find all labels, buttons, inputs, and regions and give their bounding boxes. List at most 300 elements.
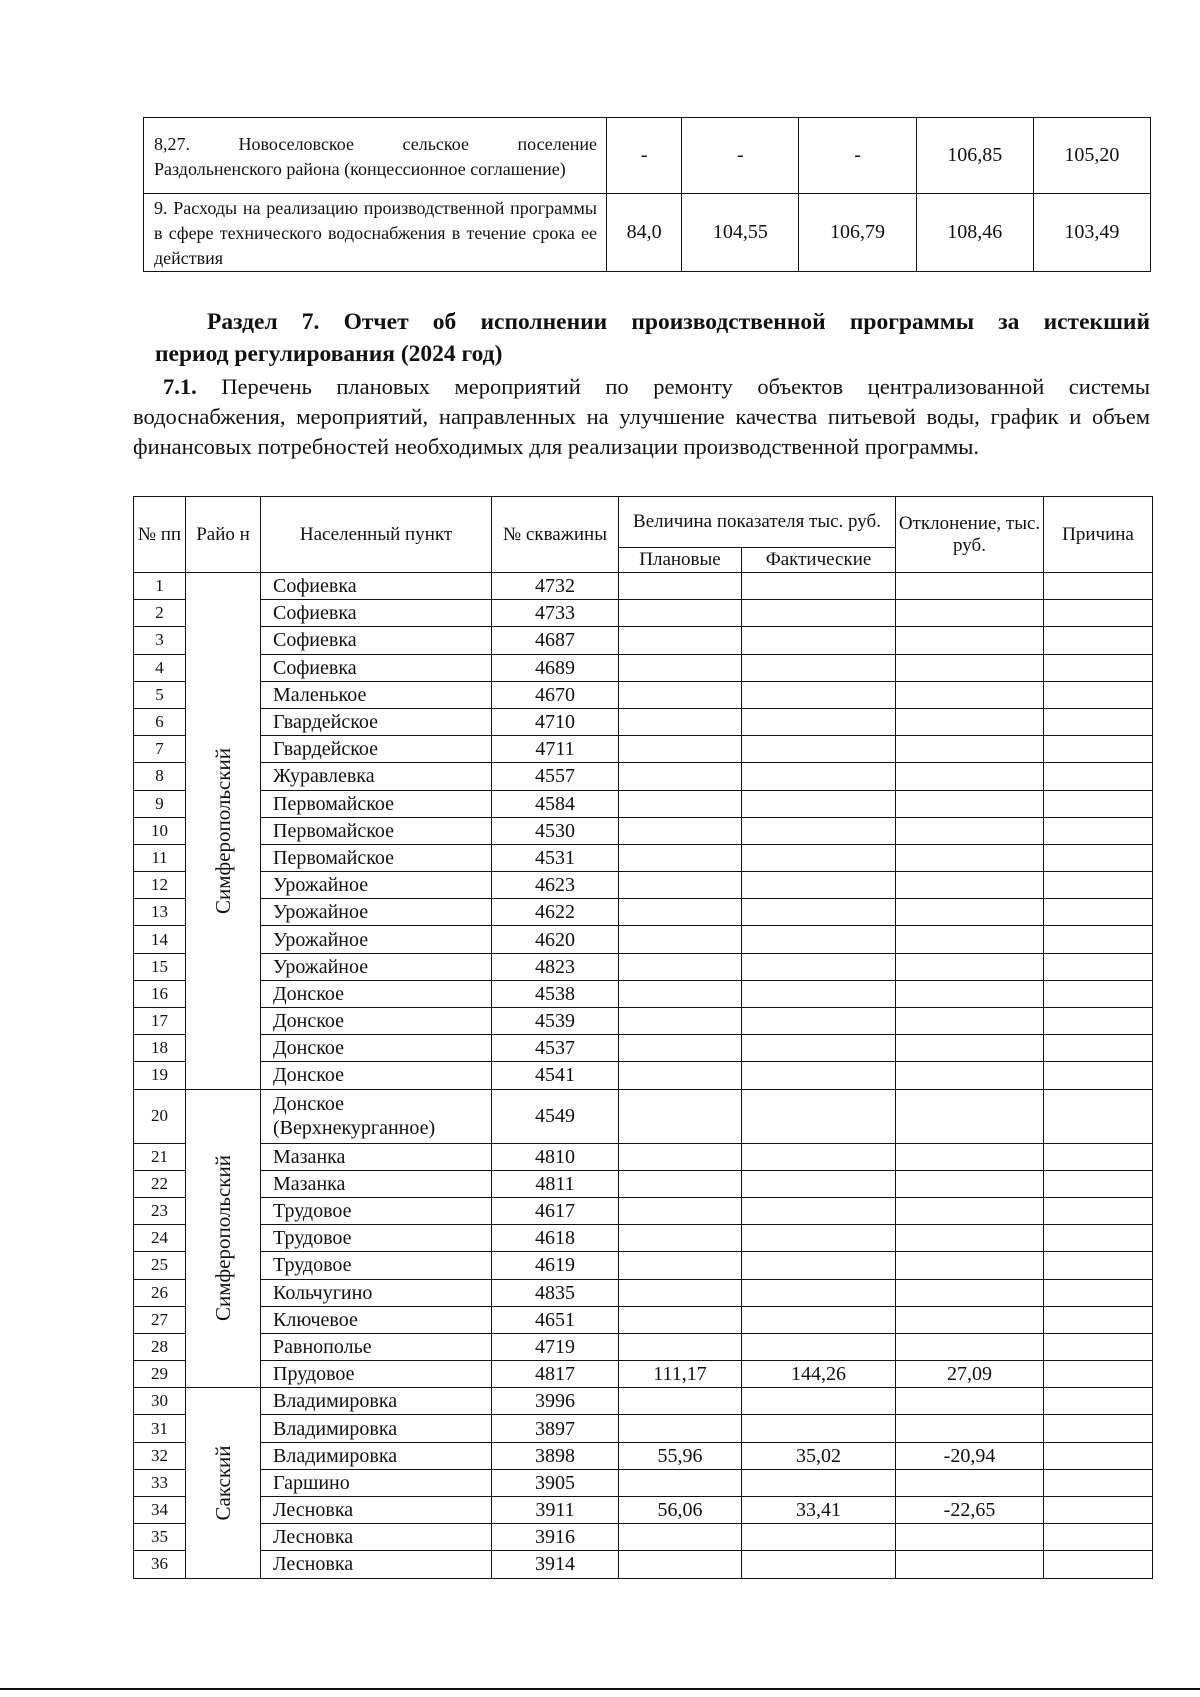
reason-cell (1044, 1524, 1153, 1551)
reason-cell (1044, 1306, 1153, 1333)
deviation-cell (896, 872, 1044, 899)
reason-cell (1044, 817, 1153, 844)
deviation-cell (896, 681, 1044, 708)
deviation-cell (896, 1008, 1044, 1035)
settlement-cell: Трудовое (261, 1225, 492, 1252)
planned-cell (619, 872, 742, 899)
deviation-cell (896, 708, 1044, 735)
row-number: 28 (134, 1333, 186, 1360)
settlement-cell: Владимировка (261, 1415, 492, 1442)
row-number: 8 (134, 763, 186, 790)
row-number: 17 (134, 1008, 186, 1035)
actual-cell (742, 573, 896, 600)
settlement-cell: Прудовое (261, 1361, 492, 1388)
well-number-cell: 4710 (492, 708, 619, 735)
row-number: 35 (134, 1524, 186, 1551)
planned-cell (619, 1225, 742, 1252)
deviation-cell (896, 654, 1044, 681)
settlement-cell: Гвардейское (261, 708, 492, 735)
table-row (134, 600, 1153, 627)
actual-cell (742, 681, 896, 708)
well-number-cell: 4835 (492, 1279, 619, 1306)
row-number: 11 (134, 844, 186, 871)
table-row (134, 953, 1153, 980)
well-number-cell: 4530 (492, 817, 619, 844)
well-number-cell: 3916 (492, 1524, 619, 1551)
deviation-cell (896, 817, 1044, 844)
deviation-cell (896, 790, 1044, 817)
intro-text: Перечень плановых мероприятий по ремонту объектов централизованной системы водоснабжения, мероприятий, направленных на улучшение качества питьевой воды, график и объем финансовых потребностей необходимых для реализации производственной программы. (133, 374, 1150, 459)
actual-cell (742, 654, 896, 681)
well-number-cell: 4651 (492, 1306, 619, 1333)
deviation-cell: -20,94 (896, 1442, 1044, 1469)
row-number: 36 (134, 1551, 186, 1578)
reason-cell (1044, 1442, 1153, 1469)
well-number-cell: 4619 (492, 1252, 619, 1279)
planned-cell (619, 627, 742, 654)
table-row (134, 708, 1153, 735)
deviation-cell (896, 899, 1044, 926)
reason-cell (1044, 736, 1153, 763)
well-number-cell: 4689 (492, 654, 619, 681)
reason-cell (1044, 1497, 1153, 1524)
settlement-cell: Первомайское (261, 844, 492, 871)
actual-cell (742, 1035, 896, 1062)
settlement-cell: Урожайное (261, 899, 492, 926)
planned-cell (619, 1089, 742, 1143)
row-number: 31 (134, 1415, 186, 1442)
actual-cell (742, 817, 896, 844)
actual-cell (742, 1225, 896, 1252)
reason-cell (1044, 1361, 1153, 1388)
row-number: 1 (134, 573, 186, 600)
settlement-cell: Ключевое (261, 1306, 492, 1333)
planned-cell (619, 1170, 742, 1197)
header-value-group: Величина показателя тыс. руб. (619, 497, 896, 548)
planned-cell: 55,96 (619, 1442, 742, 1469)
planned-cell (619, 763, 742, 790)
summary-cell-v1: - (607, 118, 682, 194)
actual-cell (742, 1415, 896, 1442)
district-cell (186, 573, 261, 1090)
well-number-cell: 3996 (492, 1388, 619, 1415)
actual-cell (742, 1252, 896, 1279)
well-number-cell: 4620 (492, 926, 619, 953)
actual-cell (742, 1388, 896, 1415)
header-settlement: Населенный пункт (261, 497, 492, 573)
planned-cell (619, 899, 742, 926)
reason-cell (1044, 654, 1153, 681)
deviation-cell (896, 1388, 1044, 1415)
table-row (134, 1008, 1153, 1035)
table-row (134, 926, 1153, 953)
planned-cell (619, 790, 742, 817)
table-row (134, 899, 1153, 926)
reason-cell (1044, 1062, 1153, 1089)
row-number: 33 (134, 1469, 186, 1496)
actual-cell (742, 708, 896, 735)
settlement-cell: Равнополье (261, 1333, 492, 1360)
well-number-cell: 4810 (492, 1143, 619, 1170)
planned-cell (619, 1062, 742, 1089)
well-number-cell: 4537 (492, 1035, 619, 1062)
deviation-cell (896, 953, 1044, 980)
settlement-cell: Урожайное (261, 872, 492, 899)
settlement-cell: Донское (261, 1008, 492, 1035)
deviation-cell: 27,09 (896, 1361, 1044, 1388)
settlement-cell: Софиевка (261, 573, 492, 600)
actual-cell (742, 980, 896, 1007)
actual-cell (742, 1062, 896, 1089)
actual-cell (742, 899, 896, 926)
reason-cell (1044, 681, 1153, 708)
reason-cell (1044, 1252, 1153, 1279)
table-row (134, 872, 1153, 899)
planned-cell (619, 1279, 742, 1306)
row-number: 9 (134, 790, 186, 817)
summary-cell-v2: - (682, 118, 799, 194)
table-row (134, 627, 1153, 654)
settlement-cell: Урожайное (261, 953, 492, 980)
well-number-cell: 4817 (492, 1361, 619, 1388)
settlement-cell: Маленькое (261, 681, 492, 708)
planned-cell (619, 817, 742, 844)
row-number: 10 (134, 817, 186, 844)
settlement-cell: Софиевка (261, 600, 492, 627)
header-deviation: Отклонение, тыс. руб. (896, 497, 1044, 573)
header-planned: Плановые (619, 548, 742, 573)
reason-cell (1044, 1388, 1153, 1415)
well-number-cell: 3898 (492, 1442, 619, 1469)
reason-cell (1044, 708, 1153, 735)
deviation-cell (896, 1170, 1044, 1197)
table-row (134, 1279, 1153, 1306)
planned-cell (619, 1197, 742, 1224)
actual-cell (742, 1197, 896, 1224)
table-row (134, 1524, 1153, 1551)
settlement-cell: Донское (Верхнекурганное) (261, 1089, 492, 1143)
row-number: 30 (134, 1388, 186, 1415)
section-title-line1: Раздел 7. Отчет об исполнении производственной программы за истекший (207, 309, 1150, 335)
table-row (134, 681, 1153, 708)
planned-cell (619, 1388, 742, 1415)
settlement-cell: Лесновка (261, 1497, 492, 1524)
reason-cell (1044, 1035, 1153, 1062)
settlement-cell: Донское (261, 980, 492, 1007)
row-number: 5 (134, 681, 186, 708)
well-number-cell: 4670 (492, 681, 619, 708)
deviation-cell (896, 1252, 1044, 1279)
reason-cell (1044, 844, 1153, 871)
table-row (134, 736, 1153, 763)
table-row (134, 1170, 1153, 1197)
row-number: 7 (134, 736, 186, 763)
intro-paragraph (133, 372, 1150, 462)
planned-cell (619, 1252, 742, 1279)
deviation-cell (896, 980, 1044, 1007)
row-number: 24 (134, 1225, 186, 1252)
well-number-cell: 4811 (492, 1170, 619, 1197)
actual-cell (742, 1170, 896, 1197)
table-row (134, 763, 1153, 790)
well-number-cell: 4538 (492, 980, 619, 1007)
actual-cell: 33,41 (742, 1497, 896, 1524)
actual-cell: 35,02 (742, 1442, 896, 1469)
table-row (134, 654, 1153, 681)
reason-cell (1044, 1089, 1153, 1143)
header-reason: Причина (1044, 497, 1153, 573)
deviation-cell (896, 1225, 1044, 1252)
deviation-cell (896, 1415, 1044, 1442)
deviation-cell (896, 1306, 1044, 1333)
reason-cell (1044, 1143, 1153, 1170)
planned-cell (619, 681, 742, 708)
planned-cell (619, 980, 742, 1007)
deviation-cell (896, 926, 1044, 953)
table-row (134, 1035, 1153, 1062)
planned-cell (619, 844, 742, 871)
well-number-cell: 4623 (492, 872, 619, 899)
settlement-cell: Трудовое (261, 1197, 492, 1224)
actual-cell (742, 1469, 896, 1496)
table-row (134, 1333, 1153, 1360)
well-number-cell: 4687 (492, 627, 619, 654)
row-number: 12 (134, 872, 186, 899)
reason-cell (1044, 926, 1153, 953)
actual-cell (742, 926, 896, 953)
planned-cell (619, 654, 742, 681)
actual-cell: 144,26 (742, 1361, 896, 1388)
planned-cell (619, 708, 742, 735)
actual-cell (742, 1333, 896, 1360)
header-district: Райо н (186, 497, 261, 573)
row-number: 19 (134, 1062, 186, 1089)
reason-cell (1044, 763, 1153, 790)
settlement-cell: Донское (261, 1035, 492, 1062)
header-actual: Фактические (742, 548, 896, 573)
actual-cell (742, 953, 896, 980)
table-row (134, 1551, 1153, 1578)
deviation-cell (896, 627, 1044, 654)
section-title (155, 306, 1150, 370)
reason-cell (1044, 1279, 1153, 1306)
well-number-cell: 3905 (492, 1469, 619, 1496)
summary-cell-v5: 103,49 (1033, 194, 1150, 272)
settlement-cell: Лесновка (261, 1551, 492, 1578)
reason-cell (1044, 1170, 1153, 1197)
table-row (134, 1252, 1153, 1279)
summary-row-description: 8,27. Новоселовское сельское поселение Раздольненского района (концессионное соглашение) (144, 118, 607, 194)
actual-cell (742, 1279, 896, 1306)
summary-cell-v3: - (799, 118, 916, 194)
summary-cell-v3: 106,79 (799, 194, 916, 272)
row-number: 32 (134, 1442, 186, 1469)
row-number: 14 (134, 926, 186, 953)
planned-cell (619, 573, 742, 600)
actual-cell (742, 600, 896, 627)
row-number: 25 (134, 1252, 186, 1279)
reason-cell (1044, 980, 1153, 1007)
district-label: Симферопольский (211, 747, 235, 914)
table-row (134, 1143, 1153, 1170)
well-number-cell: 4617 (492, 1197, 619, 1224)
actual-cell (742, 1008, 896, 1035)
well-number-cell: 4549 (492, 1089, 619, 1143)
planned-cell (619, 1469, 742, 1496)
row-number: 20 (134, 1089, 186, 1143)
summary-table (143, 117, 1151, 272)
planned-cell (619, 1035, 742, 1062)
well-number-cell: 4531 (492, 844, 619, 871)
table-row (134, 573, 1153, 600)
actual-cell (742, 1551, 896, 1578)
well-number-cell: 4584 (492, 790, 619, 817)
row-number: 29 (134, 1361, 186, 1388)
settlement-cell: Мазанка (261, 1170, 492, 1197)
intro-number: 7.1. (163, 374, 197, 399)
well-number-cell: 4711 (492, 736, 619, 763)
actual-cell (742, 763, 896, 790)
planned-cell (619, 953, 742, 980)
reason-cell (1044, 1008, 1153, 1035)
summary-row (144, 118, 1151, 194)
settlement-cell: Журавлевка (261, 763, 492, 790)
settlement-cell: Кольчугино (261, 1279, 492, 1306)
summary-cell-v5: 105,20 (1033, 118, 1150, 194)
well-number-cell: 4541 (492, 1062, 619, 1089)
row-number: 13 (134, 899, 186, 926)
summary-row (144, 194, 1151, 272)
row-number: 34 (134, 1497, 186, 1524)
actual-cell (742, 1524, 896, 1551)
settlement-cell: Урожайное (261, 926, 492, 953)
planned-cell: 56,06 (619, 1497, 742, 1524)
reason-cell (1044, 1225, 1153, 1252)
row-number: 21 (134, 1143, 186, 1170)
planned-cell (619, 1008, 742, 1035)
table-row (134, 1361, 1153, 1388)
row-number: 2 (134, 600, 186, 627)
well-number-cell: 3914 (492, 1551, 619, 1578)
district-label: Симферопольский (211, 1155, 235, 1322)
row-number: 22 (134, 1170, 186, 1197)
settlement-cell: Владимировка (261, 1388, 492, 1415)
well-number-cell: 4539 (492, 1008, 619, 1035)
row-number: 27 (134, 1306, 186, 1333)
table-row (134, 790, 1153, 817)
settlement-cell: Софиевка (261, 627, 492, 654)
table-row (134, 1197, 1153, 1224)
planned-cell (619, 600, 742, 627)
planned-cell: 111,17 (619, 1361, 742, 1388)
table-row (134, 817, 1153, 844)
table-row (134, 844, 1153, 871)
planned-cell (619, 1524, 742, 1551)
reason-cell (1044, 899, 1153, 926)
reason-cell (1044, 872, 1153, 899)
summary-cell-v1: 84,0 (607, 194, 682, 272)
table-row (134, 1089, 1153, 1143)
district-cell (186, 1388, 261, 1578)
well-number-cell: 4622 (492, 899, 619, 926)
planned-cell (619, 1415, 742, 1442)
deviation-cell (896, 1143, 1044, 1170)
table-row (134, 1415, 1153, 1442)
planned-cell (619, 1143, 742, 1170)
reason-cell (1044, 790, 1153, 817)
district-label: Сакский (211, 1445, 235, 1521)
wells-table (133, 496, 1153, 1579)
reason-cell (1044, 1469, 1153, 1496)
row-number: 18 (134, 1035, 186, 1062)
actual-cell (742, 1306, 896, 1333)
deviation-cell (896, 1279, 1044, 1306)
deviation-cell (896, 1524, 1044, 1551)
settlement-cell: Гаршино (261, 1469, 492, 1496)
deviation-cell (896, 763, 1044, 790)
settlement-cell: Лесновка (261, 1524, 492, 1551)
deviation-cell (896, 844, 1044, 871)
reason-cell (1044, 953, 1153, 980)
reason-cell (1044, 573, 1153, 600)
deviation-cell (896, 736, 1044, 763)
settlement-cell: Донское (261, 1062, 492, 1089)
planned-cell (619, 1551, 742, 1578)
deviation-cell: -22,65 (896, 1497, 1044, 1524)
district-cell (186, 1089, 261, 1388)
table-row (134, 1497, 1153, 1524)
actual-cell (742, 736, 896, 763)
settlement-cell: Трудовое (261, 1252, 492, 1279)
row-number: 16 (134, 980, 186, 1007)
deviation-cell (896, 1035, 1044, 1062)
well-number-cell: 4823 (492, 953, 619, 980)
well-number-cell: 4733 (492, 600, 619, 627)
page-bottom-rule (0, 1688, 1200, 1690)
actual-cell (742, 790, 896, 817)
actual-cell (742, 1089, 896, 1143)
section-title-line2: период регулирования (2024 год) (155, 341, 503, 367)
deviation-cell (896, 1551, 1044, 1578)
settlement-cell: Первомайское (261, 817, 492, 844)
table-row (134, 1225, 1153, 1252)
actual-cell (742, 1143, 896, 1170)
settlement-cell: Мазанка (261, 1143, 492, 1170)
row-number: 6 (134, 708, 186, 735)
well-number-cell: 4618 (492, 1225, 619, 1252)
settlement-cell: Гвардейское (261, 736, 492, 763)
planned-cell (619, 1333, 742, 1360)
planned-cell (619, 1306, 742, 1333)
reason-cell (1044, 1415, 1153, 1442)
well-number-cell: 3911 (492, 1497, 619, 1524)
row-number: 15 (134, 953, 186, 980)
deviation-cell (896, 600, 1044, 627)
table-row (134, 1062, 1153, 1089)
row-number: 3 (134, 627, 186, 654)
well-number-cell: 4557 (492, 763, 619, 790)
table-row (134, 1442, 1153, 1469)
settlement-cell: Софиевка (261, 654, 492, 681)
table-row (134, 1469, 1153, 1496)
deviation-cell (896, 1089, 1044, 1143)
summary-row-description: 9. Расходы на реализацию производственной программы в сфере технического водоснабжения в течение срока ее действия (144, 194, 607, 272)
deviation-cell (896, 1469, 1044, 1496)
planned-cell (619, 736, 742, 763)
actual-cell (742, 627, 896, 654)
reason-cell (1044, 1551, 1153, 1578)
summary-cell-v2: 104,55 (682, 194, 799, 272)
